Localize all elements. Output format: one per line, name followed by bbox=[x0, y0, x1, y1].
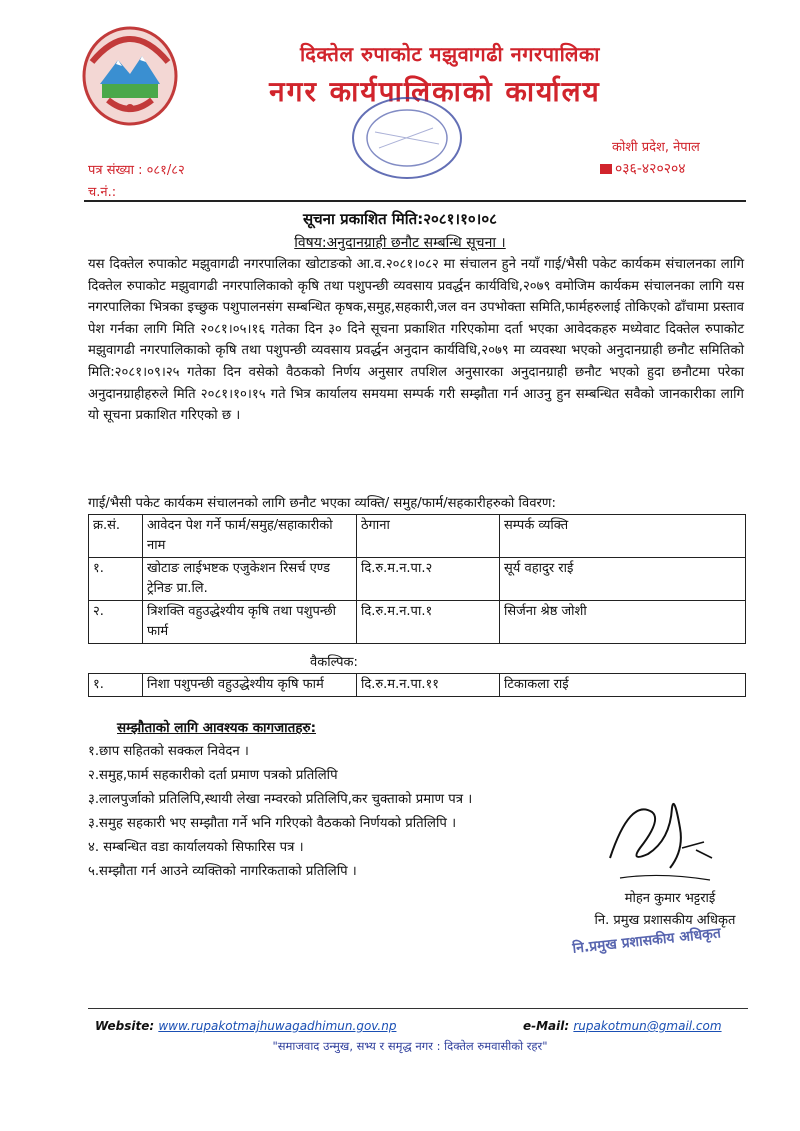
email-row bbox=[523, 1019, 722, 1033]
table-row bbox=[89, 558, 746, 601]
alternative-table bbox=[88, 673, 746, 697]
table-cell: दि.रु.म.न.पा.२ bbox=[357, 558, 500, 601]
municipality-name: दिक्तेल रुपाकोट मझुवागढी नगरपालिका bbox=[300, 42, 600, 66]
header-cell: ठेगाना bbox=[357, 515, 500, 558]
notice-body: यस दिक्तेल रुपाकोट मझुवागढी नगरपालिका खोटाङको आ.व.२०८१।०८२ मा संचालन हुने नयाँ गाई/भैसी पकेट कार्यकम संचालनका लागि दिक्तेल रुपाकोट मझुवागढी नगरपालिकाको कृषि तथा पशुपन्छी व्यवसाय प्रवर्द्धन कार्यविधि,२०७९ वमोजिम कार्यकम संचालनका लागि यस नगरपालिका भित्रका इच्छुक पशुपालनसंग सम्बन्धित कृषक,समुह,सहकारी,जल वन उपभोक्ता समिति,फार्महरुलाई तोकिएको ढाँचामा प्रस्ताव पेश गर्नका लागि मिति २०८१।०५।१६ गतेका दिन ३० दिने सूचना प्रकाशित गरिएकोमा दर्ता भएका आवेदकहरु मध्येवाट दिक्तेल रुपाकोट मझुवागढी नगरपालिकाको कृषि तथा पशुपन्छी व्यवसाय प्रवर्द्धन अनुदान कार्यविधि,२०७९ मा व्यवस्था भएको अनुदानग्राही छनौट समितिको मिति:२०८१।०९।२५ गतेका दिन वसेको वैठकको निर्णय अनुसार तपशिल अनुसारका अनुदानग्राही छनौट भएको हुदा छनौटमा परेका अनुदानग्राहीहरुले मिति २०८१।१०।१५ गते भित्र कार्यालय समयमा सम्पर्क गरी सम्झौता गर्न आउनु हुन सम्बन्धित सवैको जानकारीका लागि यो सूचना प्रकाशित गरिएको छ । bbox=[88, 257, 744, 424]
notice-title: सूचना प्रकाशित मिति:२०८१।१०।०८ bbox=[303, 210, 497, 228]
table-cell: दि.रु.म.न.पा.११ bbox=[357, 674, 500, 697]
signatory-title: नि. प्रमुख प्रशासकीय अधिकृत bbox=[594, 913, 736, 928]
signatory-name: मोहन कुमार भट्टराई bbox=[624, 891, 716, 906]
table-cell: १. bbox=[89, 674, 143, 697]
phone-number bbox=[600, 159, 686, 178]
header-divider bbox=[84, 200, 746, 202]
phone-value: ०३६-४२०२०४ bbox=[615, 161, 686, 177]
website-link[interactable]: www.rupakotmajhuwagadhimun.gov.np bbox=[158, 1019, 397, 1033]
document-item: ५.सम्झौता गर्न आउने व्यक्तिको नागरिकताको प्रतिलिपि । bbox=[88, 864, 357, 879]
table-row bbox=[89, 601, 746, 644]
email-link[interactable]: rupakotmun@gmail.com bbox=[573, 1019, 722, 1033]
phone-icon bbox=[600, 164, 612, 174]
header-cell: आवेदन पेश गर्ने फार्म/समुह/सहाकारीको नाम bbox=[143, 515, 357, 558]
table-cell: टिकाकला राई bbox=[500, 674, 746, 697]
table-cell: निशा पशुपन्छी वहुउद्धेश्यीय कृषि फार्म bbox=[143, 674, 357, 697]
header-cell: क्र.सं. bbox=[89, 515, 143, 558]
table-cell: दि.रु.म.न.पा.१ bbox=[357, 601, 500, 644]
notice-subject: विषय:अनुदानग्राही छनौट सम्बन्धि सूचना । bbox=[294, 235, 506, 251]
dispatch-number: च.नं.: bbox=[88, 185, 117, 200]
nepal-emblem-icon bbox=[78, 22, 182, 130]
table-row bbox=[89, 674, 746, 697]
selection-table bbox=[88, 514, 746, 644]
province-text: कोशी प्रदेश, नेपाल bbox=[612, 140, 700, 155]
document-item: ३.लालपुर्जाको प्रतिलिपि,स्थायी लेखा नम्वरको प्रतिलिपि,कर चुक्ताको प्रमाण पत्र । bbox=[88, 792, 473, 807]
table-header-row bbox=[89, 515, 746, 558]
table-cell: सिर्जना श्रेष्ठ जोशी bbox=[500, 601, 746, 644]
table-cell: १. bbox=[89, 558, 143, 601]
designation-stamp: नि.प्रमुख प्रशासकीय अधिकृत bbox=[571, 925, 722, 957]
header-cell: सम्पर्क व्यक्ति bbox=[500, 515, 746, 558]
website-row bbox=[95, 1019, 396, 1033]
website-label: Website: bbox=[95, 1019, 155, 1033]
table-cell: सूर्य वहादुर राई bbox=[500, 558, 746, 601]
office-name: नगर कार्यपालिकाको कार्यालय bbox=[269, 75, 601, 108]
table-cell: खोटाङ लाईभष्टक एजुकेशन रिसर्च एण्ड ट्रेनिङ प्रा.लि. bbox=[143, 558, 357, 601]
table-cell: २. bbox=[89, 601, 143, 644]
document-item: ४. सम्बन्धित वडा कार्यालयको सिफारिस पत्र । bbox=[88, 840, 304, 855]
document-item: २.समुह,फार्म सहकारीको दर्ता प्रमाण पत्रको प्रतिलिपि bbox=[88, 768, 338, 783]
letter-number: पत्र संख्या : ०८१/८२ bbox=[88, 163, 185, 178]
table-cell: त्रिशक्ति वहुउद्धेश्यीय कृषि तथा पशुपन्छी फार्म bbox=[143, 601, 357, 644]
document-item: १.छाप सहितको सक्कल निवेदन । bbox=[88, 744, 249, 759]
documents-title: सम्झौताको लागि आवश्यक कागजातहरु: bbox=[117, 720, 317, 736]
slogan-text: "समाजवाद उन्मुख, सभ्य र समृद्ध नगर : दिक्तेल रुमवासीको रहर" bbox=[272, 1039, 548, 1053]
selection-caption: गाई/भैसी पकेट कार्यकम संचालनको लागि छनौट भएका व्यक्ति/ समुह/फार्म/सहकारीहरुको विवरण: bbox=[88, 496, 556, 511]
alternative-label: वैकल्पिक: bbox=[310, 655, 358, 670]
signature-mark bbox=[600, 788, 720, 898]
document-item: ३.समुह सहकारी भए सम्झौता गर्ने भनि गरिएको वैठकको निर्णयको प्रतिलिपि । bbox=[88, 816, 457, 831]
footer-divider bbox=[88, 1008, 748, 1009]
office-stamp-icon bbox=[345, 92, 470, 187]
email-label: e-Mail: bbox=[523, 1019, 570, 1033]
